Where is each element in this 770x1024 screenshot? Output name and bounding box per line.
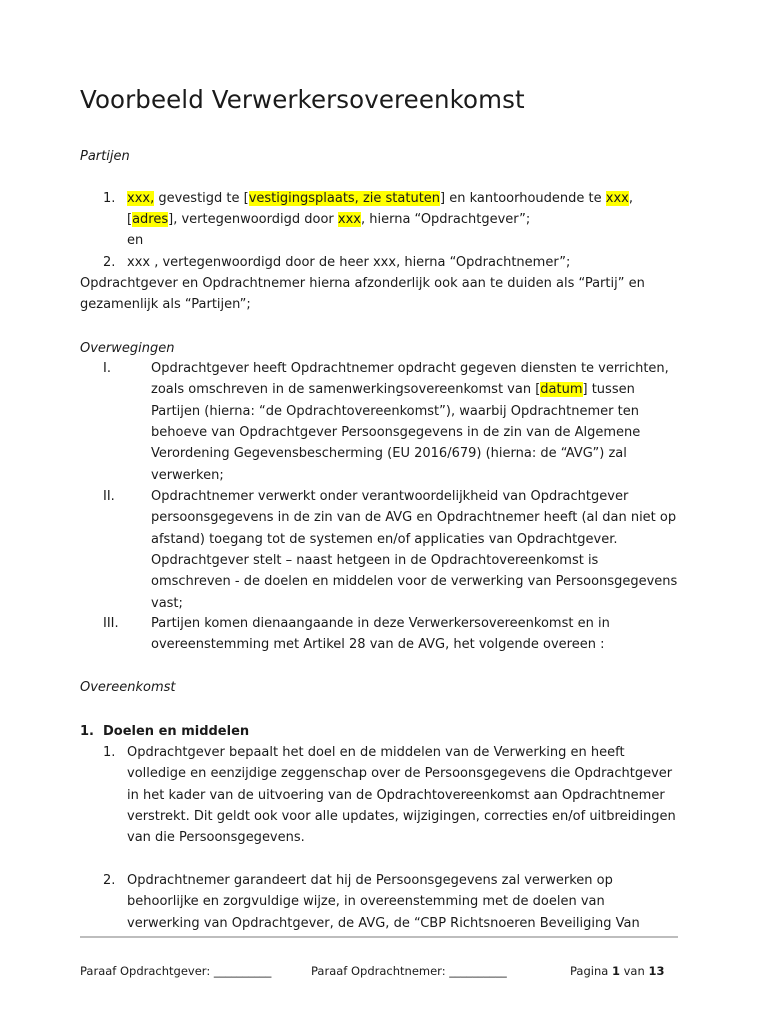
text-run: omschreven - de doelen en middelen voor de verwerking van Persoonsgegevens bbox=[151, 574, 678, 590]
highlighted-placeholder: datum bbox=[540, 382, 583, 398]
text-run: persoonsgegevens in de zin van de AVG en Opdrachtnemer heeft (al dan niet op bbox=[151, 510, 677, 526]
text-run: Partijen komen dienaangaande in deze Verwerkersovereenkomst en in bbox=[151, 616, 610, 631]
text-run: afstand) toegang tot de systemen en/of applicaties van Opdrachtgever. bbox=[151, 531, 618, 547]
list-number: 1. bbox=[103, 191, 116, 206]
text-run: [ bbox=[127, 212, 133, 227]
parties-definition-line-1: Opdrachtgever en Opdrachtnemer hierna afzonderlijk ook aan te duiden als “Partij” en bbox=[80, 276, 645, 291]
footer-page-current: 1 bbox=[611, 964, 620, 978]
overweging-number: III. bbox=[103, 616, 119, 631]
section-heading-overeenkomst: Overeenkomst bbox=[80, 680, 176, 695]
clause-line: verstrekt. Dit geldt ook voor alle updates, wijzigingen, correcties en/of uitbreidingen bbox=[127, 808, 676, 824]
clause-line: in het kader van de uitvoering van de Opdrachtovereenkomst aan Opdrachtnemer bbox=[127, 787, 665, 803]
text-run: zoals omschreven in de samenwerkingsovereenkomst van [ bbox=[151, 382, 541, 398]
footer-page-number bbox=[570, 964, 664, 978]
clause-line: Opdrachtgever bepaalt het doel en de middelen van de Verwerking en heeft bbox=[127, 745, 625, 760]
overweging-line bbox=[151, 634, 604, 655]
list-number: 2. bbox=[103, 255, 116, 270]
party-2-line-1: xxx , vertegenwoordigd door de heer xxx, hierna “Opdrachtnemer”; bbox=[127, 255, 571, 270]
text-run: ], vertegenwoordigd door bbox=[168, 212, 338, 227]
footer-page-total: 13 bbox=[648, 964, 665, 978]
section-heading-partijen: Partijen bbox=[80, 149, 130, 164]
text-run: ] en kantoorhoudende te bbox=[440, 191, 606, 206]
article-number: 1. bbox=[80, 724, 94, 739]
overweging-line bbox=[151, 593, 183, 614]
parties-definition-line-2: gezamenlijk als “Partijen”; bbox=[80, 297, 251, 312]
overweging-line bbox=[151, 507, 676, 528]
overweging-line bbox=[151, 422, 640, 443]
footer-divider bbox=[80, 936, 678, 938]
overweging-number: I. bbox=[103, 361, 111, 376]
clause-number: 1. bbox=[103, 745, 116, 760]
party-1-line-2 bbox=[127, 209, 530, 230]
text-run: vast; bbox=[151, 595, 183, 611]
overweging-line bbox=[151, 358, 669, 379]
footer-van-label: van bbox=[623, 964, 645, 978]
footer-pagina-label: Pagina bbox=[570, 964, 609, 978]
highlighted-placeholder: adres bbox=[132, 212, 169, 227]
highlighted-placeholder: vestigingsplaats, zie statuten bbox=[248, 191, 441, 206]
overweging-line bbox=[151, 379, 635, 400]
overweging-number: II. bbox=[103, 489, 115, 504]
text-run: Opdrachtnemer verwerkt onder verantwoordelijkheid van Opdrachtgever bbox=[151, 489, 629, 504]
text-run: Opdrachtgever heeft Opdrachtnemer opdracht gegeven diensten te verrichten, bbox=[151, 361, 669, 376]
overweging-line bbox=[151, 613, 610, 634]
text-run: Verordening Gegevensbescherming (EU 2016/679) (hierna: de “AVG”) zal bbox=[151, 446, 627, 462]
overweging-line bbox=[151, 443, 627, 464]
overweging-line bbox=[151, 550, 598, 571]
overweging-line bbox=[151, 529, 617, 550]
text-run: Partijen (hierna: “de Opdrachtovereenkomst”), waarbij Opdrachtnemer ten bbox=[151, 403, 639, 419]
text-run: ] tussen bbox=[582, 382, 635, 398]
party-1-line-1 bbox=[127, 188, 633, 209]
party-1-line-3: en bbox=[127, 233, 144, 248]
text-run: overeenstemming met Artikel 28 van de AVG, het volgende overeen : bbox=[151, 637, 605, 653]
document-title: Voorbeeld Verwerkersovereenkomst bbox=[80, 85, 525, 114]
clause-number: 2. bbox=[103, 873, 116, 888]
text-run: Opdrachtgever stelt – naast hetgeen in de Opdrachtovereenkomst is bbox=[151, 552, 599, 568]
clause-line: Opdrachtnemer garandeert dat hij de Persoonsgegevens zal verwerken op bbox=[127, 873, 613, 888]
text-run: behoeve van Opdrachtgever Persoonsgegevens in de zin van de Algemene bbox=[151, 424, 641, 440]
highlighted-placeholder: xxx bbox=[337, 212, 361, 227]
text-run: verwerken; bbox=[151, 467, 224, 483]
highlighted-placeholder: xxx, bbox=[127, 191, 155, 206]
text-run: , hierna “Opdrachtgever”; bbox=[360, 212, 531, 227]
clause-line: van die Persoonsgegevens. bbox=[127, 830, 305, 846]
text-run: gevestigd te [ bbox=[154, 191, 249, 206]
overweging-line bbox=[151, 465, 224, 486]
article-title: Doelen en middelen bbox=[103, 724, 250, 739]
clause-line: behoorlijke en zorgvuldige wijze, in overeenstemming met de doelen van bbox=[127, 894, 605, 910]
overweging-line bbox=[151, 401, 639, 422]
highlighted-placeholder: xxx bbox=[605, 191, 629, 206]
clause-line: verwerking van Opdrachtgever, de AVG, de “CBP Richtsnoeren Beveiliging Van bbox=[127, 915, 640, 931]
overweging-line bbox=[151, 486, 628, 507]
footer-paraaf-opdrachtgever: Paraaf Opdrachtgever: __________ bbox=[80, 964, 272, 978]
section-heading-overwegingen: Overwegingen bbox=[80, 341, 175, 356]
clause-line: volledige en eenzijdige zeggenschap over de Persoonsgegevens die Opdrachtgever bbox=[127, 766, 673, 782]
footer-paraaf-opdrachtnemer: Paraaf Opdrachtnemer: __________ bbox=[311, 964, 507, 978]
overweging-line bbox=[151, 571, 677, 592]
text-run: , bbox=[628, 191, 633, 206]
